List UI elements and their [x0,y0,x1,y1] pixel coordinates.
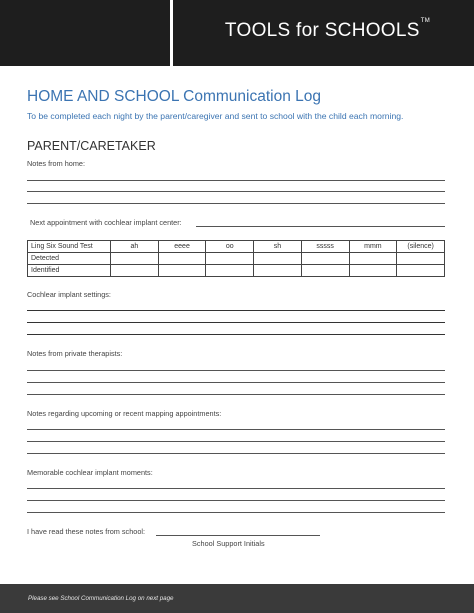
footer-note: Please see School Communication Log on next page [28,595,174,602]
memorable-moments-line-3[interactable] [27,512,445,513]
brand-logo [225,20,430,42]
memorable-moments-label: Memorable cochlear implant moments: [27,468,153,477]
cochlear-settings-label: Cochlear implant settings: [27,290,111,299]
row-label-identified: Identified [28,265,111,277]
private-therapists-line-3[interactable] [27,394,445,395]
table-header-cell: ah [111,241,159,253]
table-cell-input[interactable] [301,253,349,265]
table-row [28,253,445,265]
table-cell-input[interactable] [254,265,302,277]
notes-home-line-2[interactable] [27,191,445,192]
mapping-appointments-line-2[interactable] [27,441,445,442]
brand-text: TOOLS for SCHOOLS [224,20,420,41]
next-appointment-label: Next appointment with cochlear implant center: [30,218,182,227]
table-cell-input[interactable] [254,253,302,265]
table-cell-input[interactable] [206,265,254,277]
private-therapists-label: Notes from private therapists: [27,349,123,358]
mapping-appointments-label: Notes regarding upcoming or recent mapping appointments: [27,409,222,418]
notes-home-label: Notes from home: [27,159,85,168]
table-header-cell: mmm [349,241,397,253]
trademark-mark: TM [420,18,430,24]
table-header-cell: oo [206,241,254,253]
table-cell-input[interactable] [349,265,397,277]
cochlear-settings-line-3[interactable] [27,334,445,335]
table-cell-input[interactable] [158,265,206,277]
memorable-moments-line-2[interactable] [27,500,445,501]
table-header-cell: sh [254,241,302,253]
table-header-row [28,241,445,253]
header-divider [170,0,173,66]
table-header-cell: eeee [158,241,206,253]
ling-sound-test-table [27,240,445,277]
document-title: HOME AND SCHOOL Communication Log [27,88,322,105]
table-cell-input[interactable] [111,265,159,277]
read-notes-label: I have read these notes from school: [27,527,146,536]
private-therapists-line-1[interactable] [27,370,445,371]
table-header-cell: sssss [301,241,349,253]
mapping-appointments-line-3[interactable] [27,453,445,454]
school-initials-field[interactable] [156,535,320,536]
mapping-appointments-line-1[interactable] [27,429,445,430]
row-label-detected: Detected [28,253,111,265]
table-cell-input[interactable] [206,253,254,265]
table-cell-input[interactable] [111,253,159,265]
section-heading: PARENT/CARETAKER [27,139,156,153]
page-header [0,0,474,66]
notes-home-line-1[interactable] [27,180,445,181]
private-therapists-line-2[interactable] [27,382,445,383]
notes-home-line-3[interactable] [27,203,445,204]
table-header-cell: (silence) [397,241,445,253]
table-header-cell: Ling Six Sound Test [28,241,111,253]
table-cell-input[interactable] [301,265,349,277]
table-cell-input[interactable] [349,253,397,265]
cochlear-settings-line-1[interactable] [27,310,445,311]
table-row [28,265,445,277]
next-appointment-field[interactable] [196,226,445,227]
memorable-moments-line-1[interactable] [27,488,445,489]
page-footer [0,584,474,613]
cochlear-settings-line-2[interactable] [27,322,445,323]
table-cell-input[interactable] [158,253,206,265]
school-initials-label: School Support Initials [192,539,265,548]
document-subtitle: To be completed each night by the parent/caregiver and sent to school with the child each morning. [27,111,404,121]
table-cell-input[interactable] [397,253,445,265]
table-cell-input[interactable] [397,265,445,277]
